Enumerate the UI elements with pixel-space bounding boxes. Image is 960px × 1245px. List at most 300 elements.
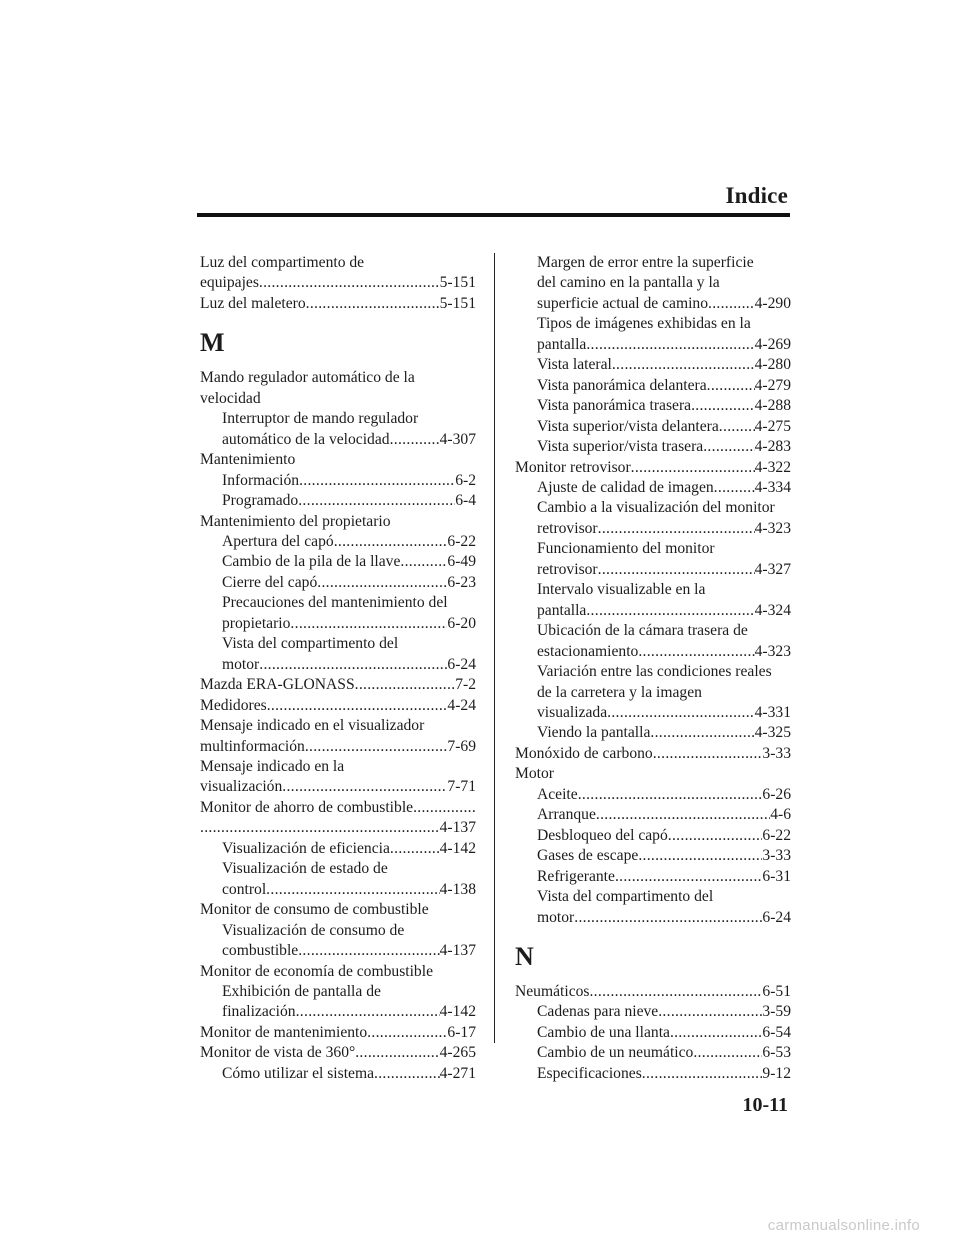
leader-dots: [259, 655, 447, 675]
index-entry: [200, 368, 476, 409]
index-line: [200, 757, 476, 777]
index-line: [222, 634, 476, 654]
index-line: [537, 396, 791, 416]
index-line: [222, 982, 476, 1002]
index-line: [537, 621, 791, 641]
index-line: [222, 1002, 476, 1022]
entry-text: Tipos de imágenes exhibidas en la: [537, 315, 751, 333]
index-line: [537, 1043, 791, 1063]
index-line: [537, 826, 791, 846]
index-line: [200, 389, 476, 409]
index-entry: [200, 675, 476, 695]
page-reference: 6-22: [762, 826, 791, 844]
page-reference: 3-33: [762, 744, 791, 762]
index-line: [222, 573, 476, 593]
page-reference: 4-324: [754, 601, 791, 619]
entry-text: Funcionamiento del monitor: [537, 540, 715, 558]
page-reference: 6-24: [447, 655, 476, 673]
entry-text: combustible: [222, 942, 299, 960]
page-reference: 3-59: [762, 1003, 791, 1021]
entry-text: pantalla: [537, 335, 587, 353]
index-line: [200, 368, 476, 388]
index-subentry: [200, 634, 476, 675]
index-line: [200, 818, 476, 838]
leader-dots: [296, 1002, 440, 1022]
index-subentry: [200, 839, 476, 859]
index-line: [200, 273, 476, 293]
index-entry: [200, 757, 476, 798]
index-entry: [515, 744, 791, 764]
leader-dots: [612, 355, 755, 375]
page-reference: 4-279: [754, 376, 791, 394]
index-subentry: [515, 1064, 791, 1084]
index-subentry: [515, 846, 791, 866]
page-reference: 9-12: [762, 1064, 791, 1082]
leader-dots: [334, 532, 448, 552]
leader-dots: [355, 675, 456, 695]
entry-text: Visualización de consumo de: [222, 921, 405, 939]
entry-text: Refrigerante: [537, 867, 615, 885]
entry-text: Monóxido de carbono: [515, 744, 653, 762]
entry-text: finalización: [222, 1003, 296, 1021]
index-subentry: [515, 253, 791, 314]
entry-text: Monitor de vista de 360°: [200, 1044, 356, 1062]
entry-text: Medidores: [200, 696, 267, 714]
index-line: [537, 417, 791, 437]
leader-dots: [574, 908, 762, 928]
page-reference: 6-20: [447, 614, 476, 632]
page-reference: 4-271: [439, 1064, 476, 1082]
page-reference: 6-2: [455, 471, 476, 489]
page-reference: 4-137: [439, 942, 476, 960]
entry-text: Visualización de estado de: [222, 860, 388, 878]
leader-dots: [638, 642, 754, 662]
leader-dots: [267, 696, 448, 716]
index-line: [537, 1002, 791, 1022]
leader-dots: [282, 777, 447, 797]
index-line: [537, 846, 791, 866]
index-line: [537, 1023, 791, 1043]
page-reference: 6-24: [762, 908, 791, 926]
index-line: [222, 655, 476, 675]
index-entry: [200, 716, 476, 757]
entry-text: Monitor de consumo de combustible: [200, 901, 429, 919]
page-reference: 4-290: [754, 294, 791, 312]
page-reference: 4-142: [439, 1003, 476, 1021]
index-subentry: [515, 417, 791, 437]
page-reference: 4-24: [447, 696, 476, 714]
index-line: [200, 675, 476, 695]
leader-dots: [259, 273, 440, 293]
index-subentry: [200, 859, 476, 900]
index-subentry: [200, 573, 476, 593]
index-subentry: [200, 921, 476, 962]
leader-dots: [668, 826, 763, 846]
index-subentry: [515, 1023, 791, 1043]
index-line: [200, 1043, 476, 1063]
leader-dots: [638, 846, 762, 866]
leader-dots: [703, 437, 754, 457]
index-line: [537, 703, 791, 723]
index-entry: [200, 1043, 476, 1063]
entry-text: Cadenas para nieve: [537, 1003, 659, 1021]
index-subentry: [515, 355, 791, 375]
entry-text: velocidad: [200, 389, 261, 407]
entry-text: Margen de error entre la superficie: [537, 254, 754, 271]
entry-text: Interruptor de mando regulador: [222, 410, 419, 428]
index-entry: [200, 696, 476, 716]
index-line: [515, 744, 791, 764]
leader-dots: [586, 601, 754, 621]
leader-dots: [298, 491, 455, 511]
index-entry: [515, 982, 791, 1002]
index-subentry: [515, 1002, 791, 1022]
index-subentry: [515, 437, 791, 457]
entry-text: Precauciones del mantenimiento del: [222, 594, 448, 612]
index-line: [200, 737, 476, 757]
entry-text: Monitor de ahorro de combustible: [200, 798, 414, 816]
index-subentry: [515, 723, 791, 743]
leader-dots: [670, 1023, 762, 1043]
page-reference: 7-2: [455, 676, 476, 694]
entry-text: Vista lateral: [537, 356, 612, 374]
index-entry: [200, 512, 476, 532]
page-reference: 6-54: [762, 1023, 791, 1041]
index-line: [222, 593, 476, 613]
page-reference: 4-331: [754, 703, 791, 721]
page-reference: 3-33: [762, 847, 791, 865]
index-entry: [515, 764, 791, 784]
entry-text: Vista panorámica trasera: [537, 397, 692, 415]
index-line: [537, 519, 791, 539]
leader-dots: [631, 458, 755, 478]
entry-text: Cambio de la pila de la llave: [222, 553, 401, 571]
entry-text: Mensaje indicado en la: [200, 757, 345, 775]
page-reference: 4-334: [754, 478, 791, 496]
page-reference: 4-138: [439, 880, 476, 898]
index-line: [537, 560, 791, 580]
page-reference: 4-6: [770, 806, 791, 824]
page-reference: 6-23: [447, 573, 476, 591]
leader-dots: [200, 818, 440, 838]
index-line: [200, 696, 476, 716]
index-subentry: [515, 621, 791, 662]
entry-text: retrovisor: [537, 519, 598, 537]
entry-text: Motor: [515, 765, 554, 783]
page-reference: 4-307: [439, 430, 476, 448]
index-subentry: [515, 314, 791, 355]
leader-dots: [355, 1043, 439, 1063]
section-letter: N: [515, 941, 534, 971]
index-line: [537, 887, 791, 907]
index-subentry: [200, 409, 476, 450]
entry-text: Vista superior/vista delantera: [537, 417, 719, 435]
index-line: [537, 805, 791, 825]
leader-dots: [714, 478, 755, 498]
index-subentry: [200, 1064, 476, 1084]
index-subentry: [515, 478, 791, 498]
page-reference: 4-265: [439, 1044, 476, 1062]
index-line: [200, 1023, 476, 1043]
index-line: [200, 962, 476, 982]
page-reference: 4-283: [754, 438, 791, 456]
page-reference: 6-4: [455, 492, 476, 510]
page-reference: 5-151: [439, 294, 476, 312]
index-line: [537, 580, 791, 600]
index-line: [537, 723, 791, 743]
leader-dots: [298, 941, 439, 961]
entry-text: pantalla: [537, 601, 587, 619]
entry-text: Arranque: [537, 806, 596, 824]
entry-text: estacionamiento: [537, 642, 639, 660]
header-rule: [197, 213, 790, 217]
entry-text: Vista panorámica delantera: [537, 376, 707, 394]
index-line: [222, 409, 476, 429]
index-line: [222, 430, 476, 450]
index-line: [222, 921, 476, 941]
leader-dots: [586, 335, 754, 355]
index-subentry: [200, 593, 476, 634]
entry-text: superficie actual de camino: [537, 294, 709, 312]
page-reference: 6-17: [447, 1023, 476, 1041]
leader-dots: [305, 737, 448, 757]
leader-dots: [589, 982, 762, 1002]
entry-text: Neumáticos: [515, 982, 590, 1000]
index-line: [222, 880, 476, 900]
index-line: [537, 1064, 791, 1084]
entry-text: Vista del compartimento del: [537, 888, 714, 906]
page-reference: 4-280: [754, 356, 791, 374]
entry-text: del camino en la pantalla y la: [537, 274, 720, 292]
entry-text: multinformación: [200, 737, 305, 755]
index-entry: [200, 450, 476, 470]
index-line: [200, 512, 476, 532]
leader-dots: [390, 839, 440, 859]
index-column-right: [515, 253, 791, 1084]
page-reference: 6-49: [447, 553, 476, 571]
index-line: [537, 294, 791, 314]
leader-dots: [658, 1002, 762, 1022]
leader-dots: [691, 396, 755, 416]
page-reference: 7-71: [447, 778, 476, 796]
index-entry: [200, 798, 476, 839]
leader-dots: [578, 785, 763, 805]
index-subentry: [515, 1043, 791, 1063]
leader-dots: [367, 1023, 447, 1043]
index-entry: [200, 294, 476, 314]
page-number: 10-11: [742, 1094, 788, 1116]
entry-text: Visualización de eficiencia: [222, 839, 390, 857]
index-line: [537, 314, 791, 334]
index-subentry: [515, 376, 791, 396]
page-reference: 4-323: [754, 519, 791, 537]
index-line: [537, 785, 791, 805]
index-line: [537, 437, 791, 457]
index-line: [200, 253, 476, 273]
entry-text: Desbloqueo del capó: [537, 826, 668, 844]
index-line: [515, 764, 791, 784]
index-line: [537, 908, 791, 928]
entry-text: Cómo utilizar el sistema: [222, 1064, 375, 1082]
entry-text: Variación entre las condiciones reales: [537, 663, 772, 681]
index-subentry: [200, 491, 476, 511]
entry-text: Cambio de una llanta: [537, 1023, 670, 1041]
entry-text: Luz del maletero: [200, 294, 306, 312]
page-reference: 4-275: [754, 417, 791, 435]
index-line: [200, 716, 476, 736]
entry-text: propietario: [222, 614, 291, 632]
entry-text: Vista del compartimento del: [222, 635, 399, 653]
index-entry: [200, 900, 476, 920]
leader-dots: [708, 294, 755, 314]
page-reference: 7-69: [447, 737, 476, 755]
index-entry: [200, 962, 476, 982]
page-reference: 4-142: [439, 839, 476, 857]
entry-text: Monitor de economía de combustible: [200, 962, 433, 980]
index-subentry: [515, 785, 791, 805]
index-line: [537, 601, 791, 621]
index-line: [222, 471, 476, 491]
entry-text: Programado: [222, 492, 299, 510]
entry-text: Mensaje indicado en el visualizador: [200, 717, 425, 735]
index-subentry: [515, 867, 791, 887]
page-reference: 6-26: [762, 785, 791, 803]
entry-text: Mantenimiento del propietario: [200, 512, 391, 530]
index-line: [537, 355, 791, 375]
page-reference: 4-325: [754, 724, 791, 742]
leader-dots: [607, 703, 754, 723]
index-subentry: [200, 552, 476, 572]
entry-text: Mando regulador automático de la: [200, 369, 415, 387]
leader-dots: [290, 614, 447, 634]
index-line: [537, 478, 791, 498]
index-line: [222, 941, 476, 961]
entry-text: Ubicación de la cámara trasera de: [537, 622, 748, 640]
entry-text: visualizada: [537, 703, 608, 721]
index-subentry: [515, 396, 791, 416]
entry-text: Intervalo visualizable en la: [537, 581, 706, 599]
leader-dots: [596, 805, 770, 825]
entry-text: equipajes: [200, 274, 259, 292]
index-line: [537, 376, 791, 396]
entry-text: Cierre del capó: [222, 573, 318, 591]
index-subentry: [200, 471, 476, 491]
page-header-title: Indice: [725, 183, 788, 208]
entry-text: de la carretera y la imagen: [537, 683, 702, 701]
entry-text: Cambio a la visualización del monitor: [537, 499, 775, 517]
entry-text: control: [222, 880, 267, 898]
index-line: [537, 335, 791, 355]
index-line: [537, 273, 791, 293]
index-line: [222, 614, 476, 634]
page-reference: 5-151: [439, 274, 476, 292]
index-subentry: [515, 662, 791, 723]
page-reference: 4-322: [754, 458, 791, 476]
entry-text: Especificaciones: [537, 1064, 642, 1082]
page-reference: 6-53: [762, 1044, 791, 1062]
index-line: [537, 642, 791, 662]
leader-dots: [598, 560, 755, 580]
leader-dots: [400, 552, 447, 572]
leader-dots: [299, 471, 455, 491]
entry-text: Ajuste de calidad de imagen: [537, 478, 714, 496]
entry-text: Viendo la pantalla: [537, 724, 651, 742]
entry-text: Gases de escape: [537, 847, 639, 865]
entry-text: Monitor de mantenimiento: [200, 1023, 368, 1041]
entry-text: retrovisor: [537, 560, 598, 578]
index-column-left: [200, 253, 476, 1084]
leader-dots: [693, 1043, 762, 1063]
leader-dots: [598, 519, 755, 539]
entry-text: automático de la velocidad: [222, 430, 390, 448]
leader-dots: [707, 376, 755, 396]
index-line: [537, 253, 791, 273]
leader-dots: [413, 798, 476, 818]
index-line: [222, 491, 476, 511]
entry-text: visualización: [200, 778, 283, 796]
index-line: [200, 798, 476, 818]
index-line: [537, 539, 791, 559]
entry-text: motor: [222, 655, 260, 673]
entry-text: Monitor retrovisor: [515, 458, 631, 476]
index-line: [200, 900, 476, 920]
section-letter: M: [200, 328, 225, 358]
leader-dots: [317, 573, 447, 593]
page-reference: 4-327: [754, 560, 791, 578]
entry-text: Mazda ERA-GLONASS: [200, 676, 355, 694]
index-line: [200, 777, 476, 797]
leader-dots: [615, 867, 762, 887]
index-subentry: [515, 887, 791, 928]
page-reference: 4-288: [754, 397, 791, 415]
page-reference: 4-137: [439, 819, 476, 837]
index-subentry: [515, 805, 791, 825]
index-line: [222, 532, 476, 552]
entry-text: Aceite: [537, 785, 578, 803]
column-divider: [494, 253, 495, 1043]
entry-text: Vista superior/vista trasera: [537, 438, 704, 456]
index-entry: [515, 458, 791, 478]
leader-dots: [390, 430, 440, 450]
entry-text: Luz del compartimento de: [200, 254, 365, 271]
index-subentry: [515, 826, 791, 846]
entry-text: Exhibición de pantalla de: [222, 982, 381, 1000]
index-line: [200, 294, 476, 314]
leader-dots: [650, 723, 754, 743]
leader-dots: [306, 294, 440, 314]
leader-dots: [642, 1064, 763, 1084]
index-subentry: [200, 532, 476, 552]
index-line: [222, 839, 476, 859]
entry-text: Cambio de un neumático: [537, 1044, 694, 1062]
index-line: [537, 662, 791, 682]
index-subentry: [515, 539, 791, 580]
page-reference: 4-269: [754, 335, 791, 353]
entry-text: Mantenimiento: [200, 451, 296, 469]
index-line: [200, 450, 476, 470]
leader-dots: [653, 744, 763, 764]
watermark: carmanualsonline.info: [767, 1217, 920, 1234]
index-line: [515, 982, 791, 1002]
index-entry: [200, 253, 476, 294]
index-entry: [200, 1023, 476, 1043]
index-line: [537, 683, 791, 703]
index-subentry: [200, 982, 476, 1023]
index-line: [222, 859, 476, 879]
index-line: [537, 867, 791, 887]
page-reference: 6-31: [762, 867, 791, 885]
leader-dots: [266, 880, 439, 900]
